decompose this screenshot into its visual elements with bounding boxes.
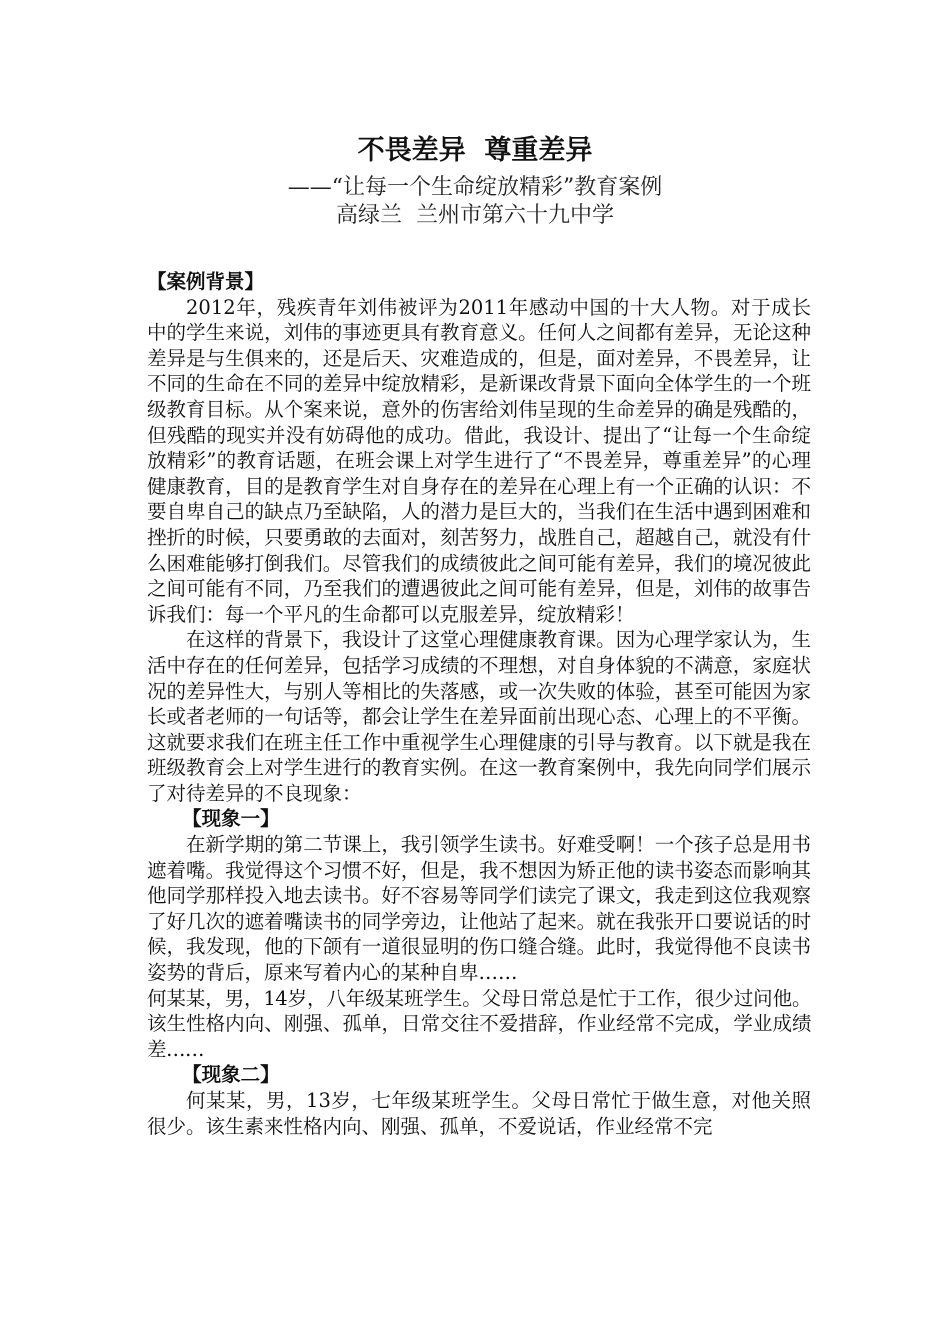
document-title: 不畏差异 尊重差异 <box>357 135 593 166</box>
section-heading-phenomenon-2: 【现象二】 <box>182 1063 280 1087</box>
paragraph-case-1: 何某某，男，14岁，八年级某班学生。父母日常总是忙于工作，很少过问他。该生性格内向、刚强、孤单，日常交往不爱措辞，作业经常不完成，学业成绩差…… <box>147 986 811 1061</box>
paragraph-background-1: 2012年，残疾青年刘伟被评为2011年感动中国的十大人物。对于成长中的学生来说，刘伟的事迹更具有教育意义。任何人之间都有差异，无论这种差异是与生俱来的，还是后天、灾难造成的，但是，面对差异，不畏差异，让不同的生命在不同的差异中绽放精彩，是新课改背景下面向全体学生的一个班级教育目标。从个案来说，意外的伤害给刘伟呈现的生命差异的确是残酷的，但残酷的现实并没有妨碍他的成功。借此，我设计、提出了“让每一个生命绽放精彩”的教育话题，在班会课上对学生进行了“不畏差异，尊重差异”的心理健康教育，目的是教育学生对自身存在的差异在心理上有一个正确的认识：不要自卑自己的缺点乃至缺陷，人的潜力是巨大的，当我们在生活中遇到困难和挫折的时候，只要勇敢的去面对，刻苦努力，战胜自己，超越自己，就没有什么困难能够打倒我们。尽管我们的成绩彼此之间可能有差异，我们的境况彼此之间可能有不同，乃至我们的遭遇彼此之间可能有差异，但是，刘伟的故事告诉我们：每一个平凡的生命都可以克服差异，绽放精彩！ <box>147 295 811 626</box>
author-line: 高绿兰 兰州市第六十九中学 <box>336 203 614 228</box>
paragraph-phenomenon-1: 在新学期的第二节课上，我引领学生读书。好难受啊！一个孩子总是用书遮着嘴。我觉得这个习惯不好，但是，我不想因为矫正他的读书姿态而影响其他同学那样投入地去读书。好不容易等同学们读完了课文，我走到这位我观察了好几次的遮着嘴读书的同学旁边，让他站了起来。就在我张开口要说话的时候，我发现，他的下颌有一道很显明的伤口缝合缝。此时，我觉得他不良读书姿势的背后，原来写着内心的某种自卑…… <box>147 833 811 985</box>
paragraph-case-2: 何某某，男，13岁，七年级某班学生。父母日常忙于做生意，对他关照很少。该生素来性格内向、刚强、孤单，不爱说话，作业经常不完 <box>147 1089 811 1138</box>
document-body <box>147 269 811 1139</box>
document-subtitle: ——“让每一个生命绽放精彩”教育案例 <box>287 175 663 200</box>
section-heading-background: 【案例背景】 <box>147 270 265 293</box>
paragraph-background-2: 在这样的背景下，我设计了这堂心理健康教育课。因为心理学家认为，生活中存在的任何差异，包括学习成绩的不理想，对自身体貌的不满意，家庭状况的差异性大，与别人等相比的失落感，或一次失败的体验，甚至可能因为家长或者老师的一句话等，都会让学生在差异面前出现心态、心理上的不平衡。这就要求我们在班主任工作中重视学生心理健康的引导与教育。以下就是我在班级教育会上对学生进行的教育实例。在这一教育案例中，我先向同学们展示了对待差异的不良现象： <box>147 628 811 805</box>
section-heading-phenomenon-1: 【现象一】 <box>182 807 280 831</box>
